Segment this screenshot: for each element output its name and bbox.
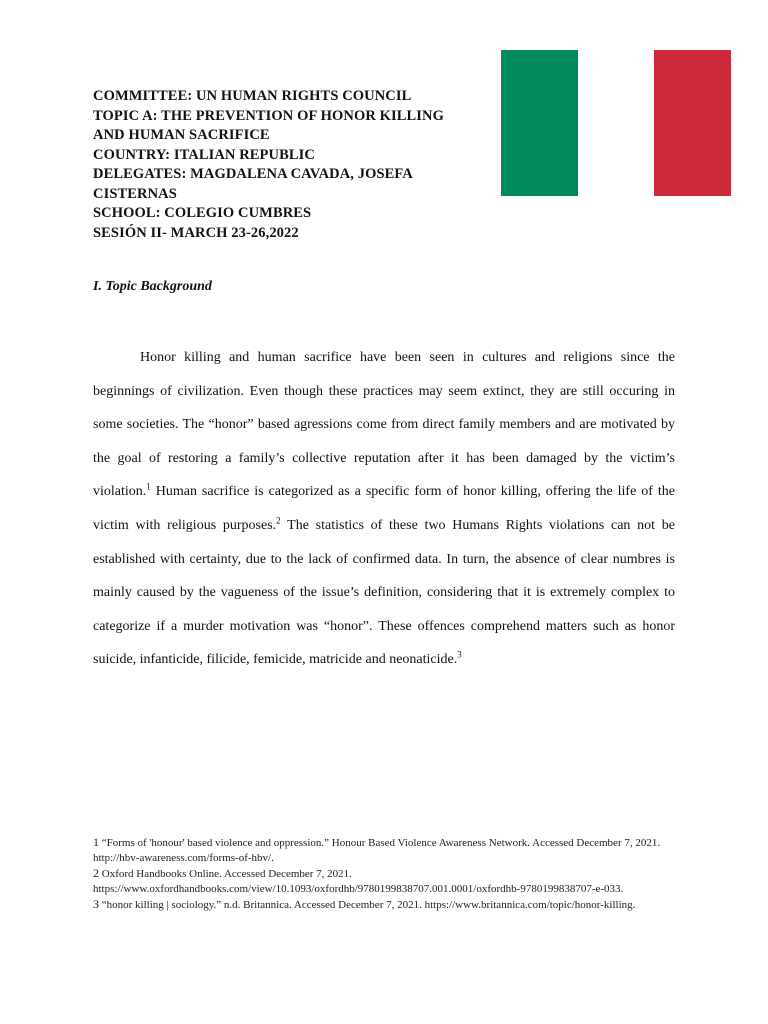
footnote-2 xyxy=(93,866,693,897)
footnote-text: “Forms of 'honour' based violence and oppression.” Honour Based Violence Awareness Network. Accessed December 7, 2021. http://hbv-awareness.com/forms-of-hbv/. xyxy=(93,837,661,864)
section-title: I. Topic Background xyxy=(93,279,212,294)
body-sentence-3: The statistics of these two Humans Rights violations can not be established with certainty, due to the lack of confirmed data. In turn, the absence of clear numbres is mainly caused by the vagueness of the issue’s definition, considering that it is extremely complex to categorize if a murder motivation was “honor”. These offences comprehend matters such as honor suicide, infanticide, filicide, femicide, matricide and neonaticide. xyxy=(93,517,676,668)
topic-line-2: AND HUMAN SACRIFICE xyxy=(93,127,270,143)
body-sentence-1: Honor killing and human sacrifice have been seen in cultures and religions since the beginnings of civilization. Even though these practices may seem extinct, they are still occuring in some societies. The “honor” based agressions come from direct family members and are motivated by the goal of restoring a family’s collective reputation after it has been damaged by the victim’s violation. xyxy=(93,350,675,500)
flag-red-band xyxy=(654,50,731,196)
committee-line: COMMITTEE: UN HUMAN RIGHTS COUNCIL xyxy=(93,88,412,104)
footnote-1 xyxy=(93,835,693,866)
delegates-line-1: DELEGATES: MAGDALENA CAVADA, JOSEFA xyxy=(93,166,413,182)
school-line: SCHOOL: COLEGIO CUMBRES xyxy=(93,205,312,221)
footnote-number: 2 xyxy=(93,866,99,880)
flag-white-band xyxy=(578,50,655,196)
body-paragraph xyxy=(93,341,675,677)
footnote-3 xyxy=(93,897,693,913)
footnotes xyxy=(93,835,693,913)
footnote-ref-3[interactable]: 3 xyxy=(457,649,462,660)
delegates-line-2: CISTERNAS xyxy=(93,185,177,202)
italian-flag xyxy=(501,50,731,196)
footnote-ref-1[interactable]: 1 xyxy=(146,481,151,492)
footnote-number: 1 xyxy=(93,835,99,849)
body-sentence-2: Human sacrifice is categorized as a specific form of honor killing, offering the life of the victim with religious purposes. xyxy=(93,484,675,533)
footnote-text: “honor killing | sociology.” n.d. Britannica. Accessed December 7, 2021. https://www.britannica.com/topic/honor-killing. xyxy=(99,899,636,911)
footnote-text: Oxford Handbooks Online. Accessed December 7, 2021. https://www.oxfordhandbooks.com/view/10.1093/oxfordhb/9780199838707.001.0001/oxfordhb-9780199838707-e-033. xyxy=(93,868,624,895)
footnote-number: 3 xyxy=(93,897,99,911)
topic-line-1: TOPIC A: THE PREVENTION OF HONOR KILLING xyxy=(93,107,444,124)
document-header xyxy=(93,87,493,243)
country-line: COUNTRY: ITALIAN REPUBLIC xyxy=(93,146,315,163)
flag-green-band xyxy=(501,50,578,196)
session-line: SESIÓN II- MARCH 23-26,2022 xyxy=(93,224,299,241)
footnote-ref-2[interactable]: 2 xyxy=(276,515,281,526)
